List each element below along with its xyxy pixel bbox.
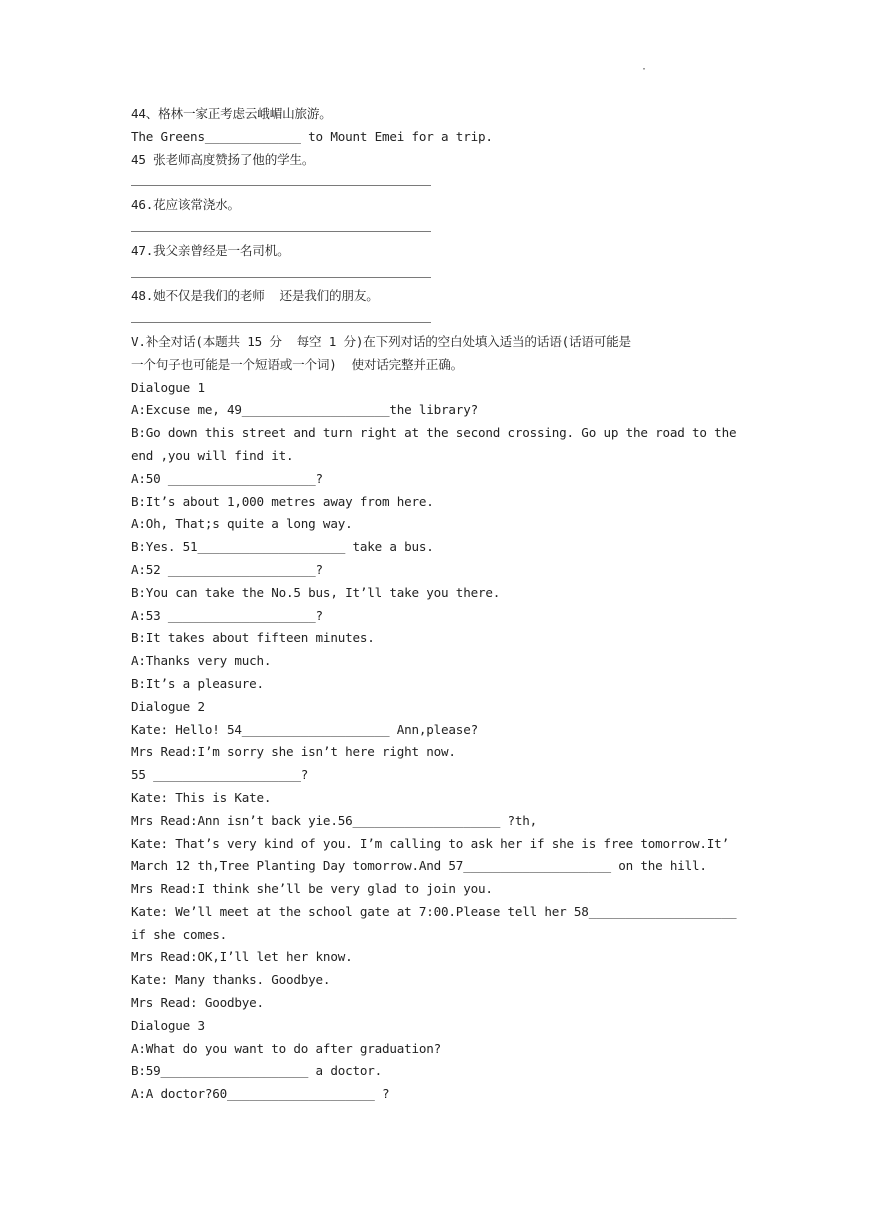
answer-line bbox=[131, 171, 751, 194]
text-line: A:Excuse me, 49____________________the library? bbox=[131, 402, 478, 418]
text-line: Dialogue 2 bbox=[131, 698, 205, 714]
answer-line bbox=[131, 263, 751, 286]
text-line: B:Yes. 51____________________ take a bus. bbox=[131, 539, 434, 555]
page-mark: · bbox=[641, 64, 648, 75]
text-line: A:53 ____________________? bbox=[131, 607, 323, 623]
text-line: B:You can take the No.5 bus, It’ll take you there. bbox=[131, 584, 501, 600]
text-line: Dialogue 1 bbox=[131, 379, 205, 395]
text-line: 48.她不仅是我们的老师 还是我们的朋友。 bbox=[131, 288, 379, 304]
text-line: 47.我父亲曾经是一名司机。 bbox=[131, 242, 290, 258]
text-line: 45 张老师高度赞扬了他的学生。 bbox=[131, 151, 315, 167]
text-line: Mrs Read:I’m sorry she isn’t here right now. bbox=[131, 744, 456, 760]
text-line: B:It takes about fifteen minutes. bbox=[131, 630, 375, 646]
text-line: if she comes. bbox=[131, 926, 227, 942]
text-line: B:It’s about 1,000 metres away from here. bbox=[131, 493, 434, 509]
text-line: 46.花应该常浇水。 bbox=[131, 197, 240, 213]
text-line: Mrs Read:OK,I’ll let her know. bbox=[131, 949, 353, 965]
text-line: The Greens_____________ to Mount Emei for a trip. bbox=[131, 128, 493, 144]
text-line: Mrs Read: Goodbye. bbox=[131, 995, 264, 1011]
answer-line bbox=[131, 308, 751, 331]
text-line: end ,you will find it. bbox=[131, 447, 294, 463]
text-line: A:50 ____________________? bbox=[131, 470, 323, 486]
text-line: Kate: This is Kate. bbox=[131, 789, 272, 805]
text-line: V.补全对话(本题共 15 分 每空 1 分)在下列对话的空白处填入适当的话语(话语可能是 bbox=[131, 333, 631, 349]
text-line: A:Thanks very much. bbox=[131, 653, 272, 669]
text-line: B:Go down this street and turn right at the second crossing. Go up the road to the bbox=[131, 425, 737, 441]
text-line: Kate: Many thanks. Goodbye. bbox=[131, 972, 331, 988]
text-line: B:It’s a pleasure. bbox=[131, 675, 264, 691]
text-line: A:A doctor?60____________________ ? bbox=[131, 1086, 390, 1102]
text-line: 55 ____________________? bbox=[131, 767, 309, 783]
text-line: Mrs Read:Ann isn’t back yie.56____________________ ?th, bbox=[131, 812, 538, 828]
answer-line bbox=[131, 217, 751, 240]
text-line: Mrs Read:I think she’ll be very glad to join you. bbox=[131, 881, 493, 897]
text-line: A:Oh, That;s quite a long way. bbox=[131, 516, 353, 532]
text-line: Kate: That’s very kind of you. I’m calling to ask her if she is free tomorrow.It’ bbox=[131, 835, 729, 851]
text-line: A:What do you want to do after graduation? bbox=[131, 1040, 442, 1056]
text-line: Kate: We’ll meet at the school gate at 7:00.Please tell her 58____________________ bbox=[131, 903, 737, 919]
text-line: B:59____________________ a doctor. bbox=[131, 1063, 382, 1079]
text-line: March 12 th,Tree Planting Day tomorrow.And 57____________________ on the hill. bbox=[131, 858, 707, 874]
text-line: A:52 ____________________? bbox=[131, 561, 323, 577]
worksheet-body bbox=[131, 103, 751, 1106]
text-line: 一个句子也可能是一个短语或一个词) 使对话完整并正确。 bbox=[131, 356, 463, 372]
text-line: Kate: Hello! 54____________________ Ann,please? bbox=[131, 721, 478, 737]
text-line: Dialogue 3 bbox=[131, 1017, 205, 1033]
text-line: 44、格林一家正考虑云峨嵋山旅游。 bbox=[131, 106, 332, 121]
